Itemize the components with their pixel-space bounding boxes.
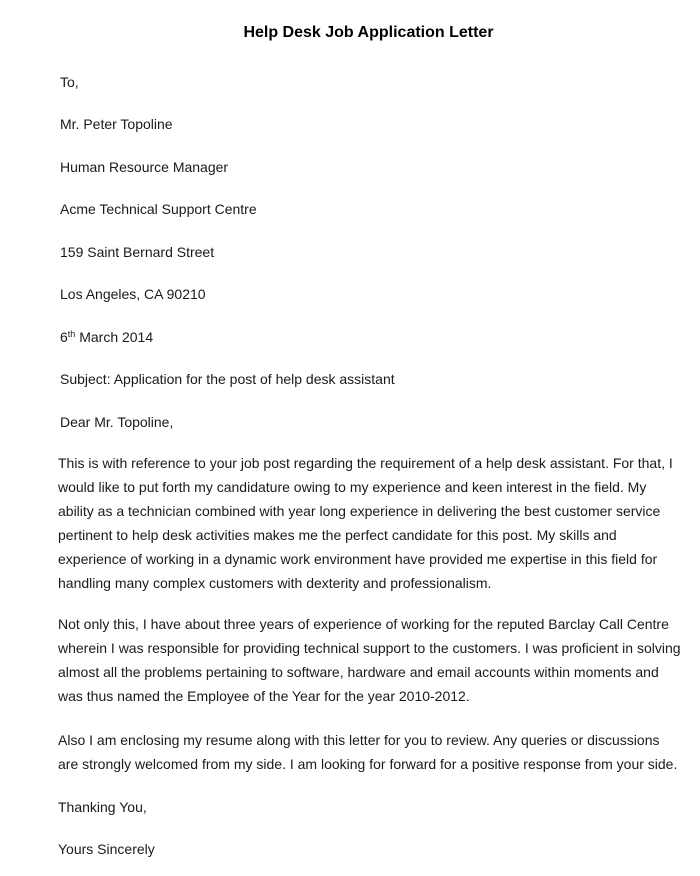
street-address: 159 Saint Bernard Street — [60, 244, 215, 260]
date-suffix: th — [67, 329, 76, 339]
paragraph-line: almost all the problems pertaining to software, hardware and email accounts within moments and — [58, 664, 659, 680]
to-line: To, — [60, 74, 79, 90]
paragraph-line: pertinent to help desk activities makes me the perfect candidate for this post. My skills and — [58, 527, 617, 543]
body-paragraph-1 — [58, 451, 680, 595]
paragraph-line: experience of working in a dynamic work environment have provided me expertise in this field for — [58, 551, 658, 567]
body-paragraph-3 — [58, 728, 680, 776]
closing-thanks: Thanking You, — [58, 799, 147, 815]
company-name: Acme Technical Support Centre — [60, 201, 257, 217]
paragraph-line: wherein I was responsible for providing technical support to the customers. I was proficient in solving — [58, 640, 681, 656]
paragraph-line: would like to put forth my candidature owing to my experience and keen interest in the field. My — [58, 479, 647, 495]
closing-signoff: Yours Sincerely — [58, 841, 155, 857]
subject-line: Subject: Application for the post of help desk assistant — [60, 371, 395, 387]
recipient-name: Mr. Peter Topoline — [60, 116, 173, 132]
city-address: Los Angeles, CA 90210 — [60, 286, 206, 302]
paragraph-line: This is with reference to your job post regarding the requirement of a help desk assistant. For that, I — [58, 455, 673, 471]
paragraph-line: are strongly welcomed from my side. I am looking for forward for a positive response from your side. — [58, 756, 678, 772]
paragraph-line: Also I am enclosing my resume along with this letter for you to review. Any queries or discussions — [58, 732, 660, 748]
paragraph-line: was thus named the Employee of the Year for the year 2010-2012. — [58, 688, 470, 704]
paragraph-line: Not only this, I have about three years of experience of working for the reputed Barclay Call Centre — [58, 616, 669, 632]
paragraph-line: ability as a technician combined with year long experience in delivering the best customer service — [58, 503, 661, 519]
date-rest: March 2014 — [75, 329, 154, 345]
letter-date — [60, 328, 153, 346]
body-paragraph-2 — [58, 612, 680, 708]
paragraph-line: handling many complex customers with dexterity and professionalism. — [58, 575, 492, 591]
date-day: 6 — [60, 329, 68, 345]
document-title: Help Desk Job Application Letter — [243, 24, 494, 41]
recipient-title: Human Resource Manager — [60, 159, 229, 175]
salutation: Dear Mr. Topoline, — [60, 414, 174, 430]
